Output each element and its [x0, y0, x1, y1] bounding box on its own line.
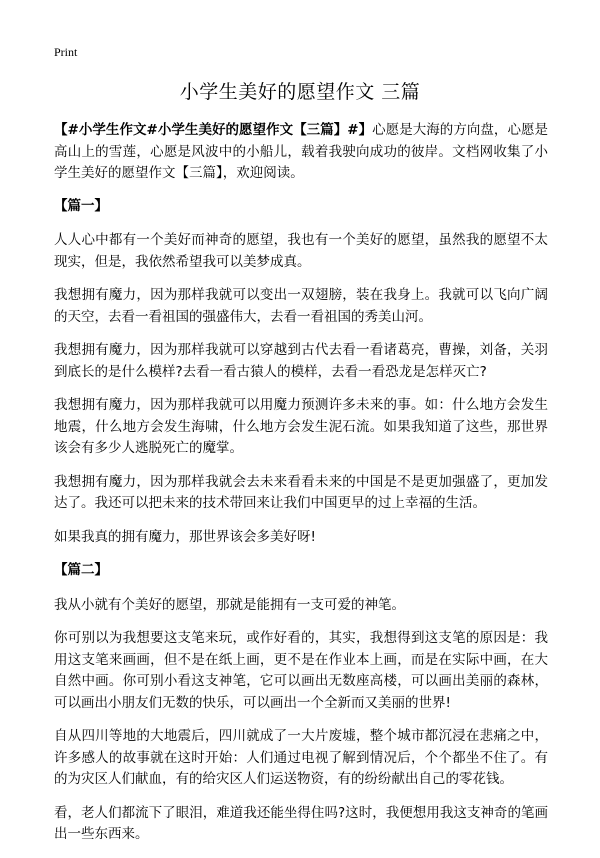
print-label: Print — [54, 45, 78, 59]
section-1-paragraph: 我想拥有魔力，因为那样我就可以变出一双翅膀，装在我身上。我就可以飞向广阔的天空，去看一看祖国的强盛伟大，去看一看祖国的秀美山河。 — [54, 287, 548, 325]
section-heading-2: 【篇二】 — [54, 562, 108, 578]
section-2-paragraph: 你可别以为我想要这支笔来玩，或作好看的，其实，我想得到这支笔的原因是：我用这支笔来画画，但不是在纸上画，更不是在作业本上画，而是在实际中画，在大自然中画。你可别小看这支神笔，它可以画出无数座高楼，可以画出美丽的森林，可以画出小朋友们无数的快乐，可以画出一个全新而又美丽的世界! — [54, 630, 548, 711]
page-title: 小学生美好的愿望作文 三篇 — [179, 81, 421, 103]
section-2-paragraph: 看，老人们都流下了眼泪，难道我还能坐得住吗?这时，我便想用我这支神奇的笔画出一些东西来。 — [54, 804, 548, 842]
section-2-paragraph: 我从小就有个美好的愿望，那就是能拥有一支可爱的神笔。 — [54, 596, 405, 613]
intro-paragraph — [54, 120, 548, 185]
article-body — [54, 120, 548, 858]
section-1-paragraph: 我想拥有魔力，因为那样我就可以用魔力预测许多未来的事。如：什么地方会发生地震，什么地方会发生海啸，什么地方会发生泥石流。如果我知道了这些，那世界该会有多少人逃脱死亡的魔掌。 — [54, 397, 548, 456]
intro-text: 心愿是大海的方向盘，心愿是高山上的雪莲，心愿是风波中的小船儿，载着我驶向成功的彼岸。文档网收集了小学生美好的愿望作文【三篇】，欢迎阅读。 — [54, 122, 549, 181]
section-1-paragraph: 如果我真的拥有魔力，那世界该会多美好呀! — [54, 528, 316, 545]
section-1-paragraph: 人人心中都有一个美好而神奇的愿望，我也有一个美好的愿望，虽然我的愿望不太现实，但是，我依然希望我可以美梦成真。 — [54, 232, 548, 270]
section-heading-1: 【篇一】 — [54, 197, 108, 214]
section-2-paragraph: 自从四川等地的大地震后，四川就成了一大片废墟，整个城市都沉浸在悲痛之中，许多感人的故事就在这时开始：人们通过电视了解到情况后，个个都坐不住了。有的为灾区人们献血，有的给灾区人们运送物资，有的纷纷献出自己的零花钱。 — [54, 728, 548, 787]
section-1-paragraph: 我想拥有魔力，因为那样我就可以穿越到古代去看一看诸葛亮，曹操，刘备，关羽到底长的是什么模样?去看一看古猿人的模样，去看一看恐龙是怎样灭亡? — [54, 342, 548, 380]
intro-tags: 【#小学生作文#小学生美好的愿望作文【三篇】#】 — [54, 122, 373, 138]
section-1-paragraph: 我想拥有魔力，因为那样我就会去未来看看未来的中国是不是更加强盛了，更加发达了。我还可以把未来的技术带回来让我们中国更早的过上幸福的生活。 — [54, 473, 548, 511]
